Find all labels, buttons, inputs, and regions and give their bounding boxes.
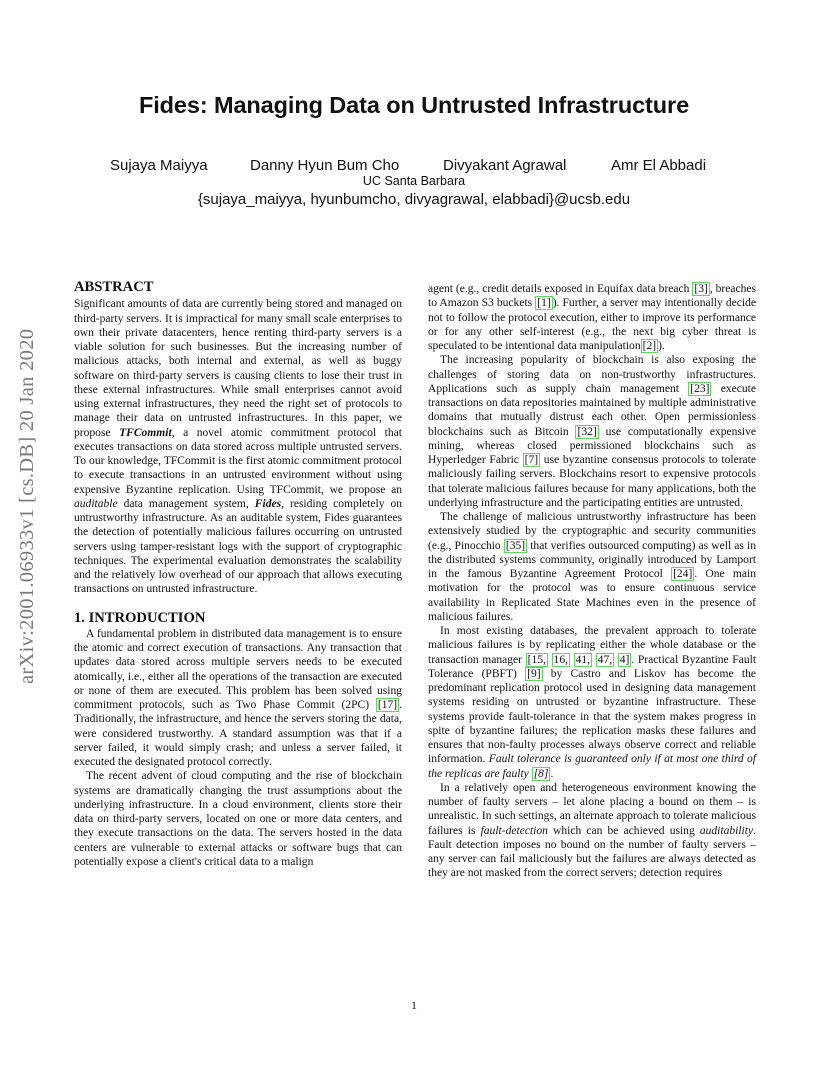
citation-link[interactable]: [2] [642, 340, 657, 352]
right-column [428, 282, 756, 881]
fides-term: Fides [254, 497, 282, 510]
author-name: Sujaya Maiyya [110, 157, 208, 174]
body-paragraph: In a relatively open and heterogeneous environment knowing the number of faulty servers – let alone placing a bound on them – is unrealistic. In such settings, an alternate approach to tolerate malicious failures is fault-detection which can be achieved using auditability. Fault detection imposes no bound on the number of faulty servers – any server can fail maliciously but the failures are always detected as they are not masked from the correct servers; detection requires [428, 781, 756, 880]
citation-link[interactable]: [35] [505, 539, 526, 552]
citation-link[interactable]: [23] [690, 382, 710, 395]
author-emails: {sujaya_maiyya, hyunbumcho, divyagrawal, elabbadi}@ucsb.edu [197, 191, 631, 208]
citation-link[interactable]: [1] [537, 297, 551, 310]
citation-link[interactable]: [24] [673, 568, 693, 580]
citation-link[interactable]: 47, [597, 653, 613, 666]
paper-title: Fides: Managing Data on Untrusted Infrastructure [138, 92, 690, 118]
intro-paragraph: The recent advent of cloud computing and the rise of blockchain systems are dramatically changing the trust assumptions about the underlying infrastructure. In a cloud environment, clients store their data on third-party servers, located on one or more data centers, and they execute transactions on the data. The servers hosted in the data centers are vulnerable to external attacks or software bugs that can potentially expose a client's critical data to a malign [74, 770, 402, 868]
author-name: Danny Hyun Bum Cho [250, 157, 400, 174]
body-paragraph: The increasing popularity of blockchain is also exposing the challenges of storing data on non-trustworthy infrastructures. Applications such as supply chain management [23] execute transactions on data repositories maintained by multiple administrative domains that mutually distrust each other. Open permissionless blockchains such as Bitcoin [32] use computationally expensive mining, whereas closed permissioned blockchains such as Hyperledger Fabric [7] use byzantine consensus protocols to tolerate maliciously failing servers. Blockchains resort to expensive protocols that tolerate malicious failures because for many applications, both the underlying infrastructure and the participating entities are untrusted. [428, 354, 756, 509]
citation-link[interactable]: 4] [619, 653, 630, 666]
tfcommit-term: TFCommit [119, 426, 172, 439]
citation-link[interactable]: 16, [553, 653, 568, 666]
arxiv-identifier: arXiv:2001.06933v1 [cs.DB] 20 Jan 2020 [16, 328, 38, 684]
page-number: 1 [411, 1000, 417, 1012]
citation-link[interactable]: [15, [527, 653, 546, 666]
citation-link[interactable]: [8] [533, 767, 549, 780]
citation-link[interactable]: [9] [527, 667, 541, 680]
citation-link[interactable]: [3] [694, 283, 708, 295]
body-paragraph: agent (e.g., credit details exposed in Equifax data breach [3] , breaches to Amazon S3 buckets [1] ). Further, a server may intentionally decide not to follow the protocol execution, either to improve its performance or for any other self-interest (e.g., the next big cyber threat is speculated to be intentional data manipulation [2] ). [428, 283, 756, 352]
body-paragraph: In most existing databases, the prevalent approach to tolerate malicious failures is by replicating either the whole database or the transaction manager [15, 16, 41, 47, 4] . Practical Byzantine Fault Tolerance (PBFT) [9] by Castro and Liskov has become the predominant replication protocol used in designing data management systems residing on untrusted or byzantine infrastructure. These systems provide fault-tolerance in that the system makes progress in spite of byzantine failures; the replication masks these failures and ensures that non-faulty processes always observe correct and reliable information. Fault tolerance is guaranteed only if at most one third of the replicas are faulty [8] . [428, 625, 757, 780]
abstract-text: Significant amounts of data are currently being stored and managed on third-party servers. It is impractical for many small scale enterprises to own their private datacenters, hence renting third-party servers is a viable solution for such businesses. But the increasing number of malicious attacks, both internal and external, as well as buggy software on third-party servers is causing clients to lose their trust in these external infrastructures. While small enterprises cannot avoid using external infrastructures, they need the right set of protocols to manage their data on untrusted infrastructures. In this paper, we propose TFCommit, a novel atomic commitment protocol that executes transactions on data stored across multiple untrusted servers. To our knowledge, TFCommit is the first atomic commitment protocol to execute transactions in an untrusted environment without using expensive Byzantine replication. Using TFCommit, we propose an auditable data management system, Fides, residing completely on untrustworthy infrastructure. As an auditable system, Fides guarantees the detection of potentially malicious failures occurring on untrusted servers using tamper-resistant logs with the support of cryptographic techniques. The experimental evaluation demonstrates the scalability and the relatively low overhead of our approach that allows executing transactions on untrusted infrastructure. [74, 298, 402, 596]
introduction-heading: 1. INTRODUCTION [74, 609, 206, 626]
author-name: Divyakant Agrawal [443, 157, 567, 174]
citation-link[interactable]: [17] [377, 699, 398, 711]
citation-link[interactable]: [7] [524, 454, 539, 466]
affiliation: UC Santa Barbara [362, 174, 466, 188]
author-name: Amr El Abbadi [611, 157, 707, 174]
citation-link[interactable]: 41, [575, 653, 591, 666]
citation-link[interactable]: [32] [577, 425, 597, 438]
abstract-heading: ABSTRACT [74, 279, 154, 295]
intro-paragraph: A fundamental problem in distributed data management is to ensure the atomic and correct execution of transactions. Any transaction that updates data stored across multiple servers needs to be executed atomically, i.e., either all the operations of the transaction are executed or none of them are executed. This problem has been solved using commitment protocols, such as Two Phase Commit (2PC) [17] . Traditionally, the infrastructure, and hence the servers storing the data, were considered trustworthy. A standard assumption was that if a server failed, it would simply crash; and unless a server failed, it executed the designated protocol correctly. [74, 627, 402, 768]
left-column [74, 280, 402, 869]
body-paragraph: The challenge of malicious untrustworthy infrastructure has been extensively studied by the cryptographic and security communities (e.g., Pinocchio [35] that verifies outsourced computing) as well as in the distributed systems community, originally introduced by Lamport in the famous Byzantine Agreement Protocol [24] . One main motivation for the protocol was to ensure continuous service availability in Replicated State Machines even in the presence of malicious failures. [428, 511, 757, 623]
